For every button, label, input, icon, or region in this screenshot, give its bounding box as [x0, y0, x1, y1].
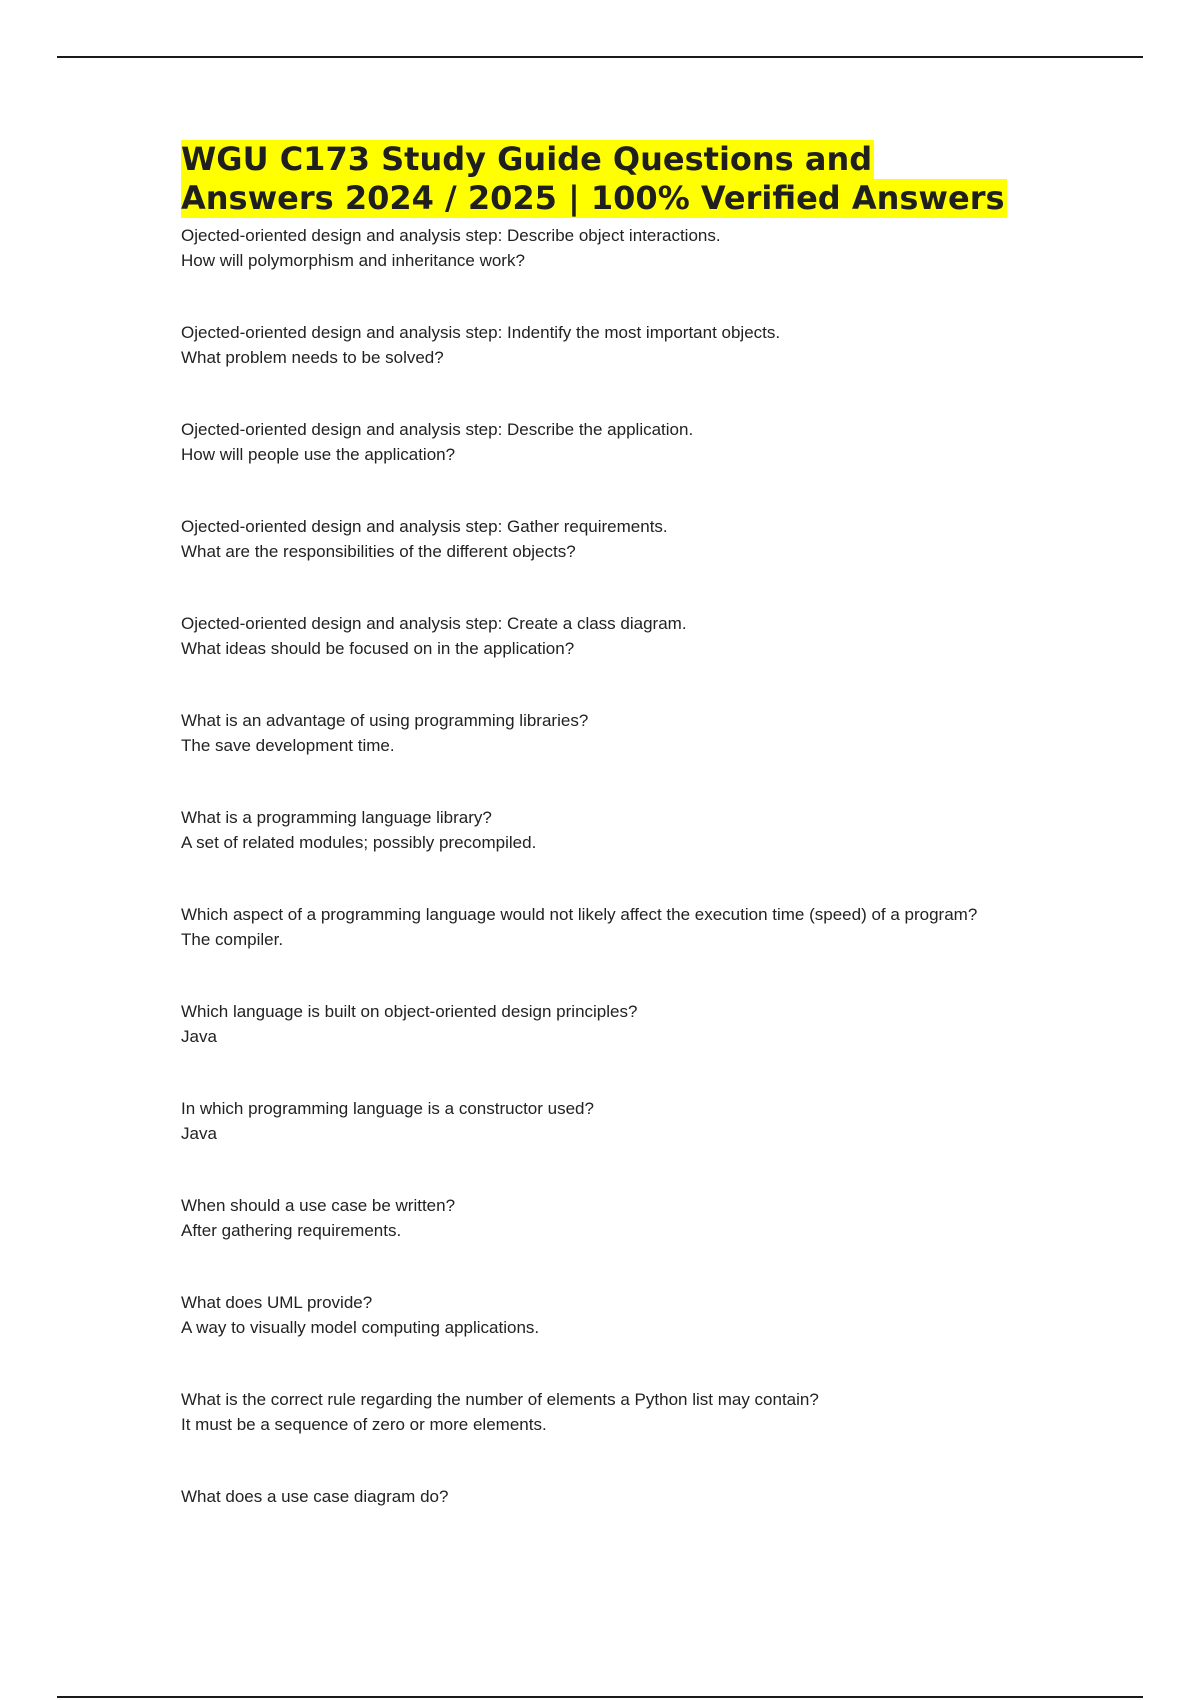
answer-text: Java — [181, 1026, 217, 1046]
question-text: Ojected-oriented design and analysis step: Indentify the most important objects. — [181, 323, 781, 342]
qa-item — [181, 1388, 1041, 1437]
question-text: Which aspect of a programming language would not likely affect the execution time (speed) of a program? — [181, 905, 978, 924]
document-body — [181, 140, 1041, 1558]
qa-item — [181, 1485, 1041, 1510]
title-line-1: WGU C173 Study Guide Questions and — [181, 140, 873, 178]
qa-item — [181, 515, 1041, 564]
answer-text: What ideas should be focused on in the application? — [181, 638, 575, 658]
question-text: When should a use case be written? — [181, 1196, 456, 1215]
question-text: What is the correct rule regarding the number of elements a Python list may contain? — [181, 1390, 819, 1409]
question-text: In which programming language is a constructor used? — [181, 1099, 594, 1118]
question-text: Which language is built on object-oriented design principles? — [181, 1002, 638, 1021]
qa-item — [181, 1000, 1041, 1049]
answer-text: What are the responsibilities of the different objects? — [181, 541, 576, 561]
question-text: What is an advantage of using programming libraries? — [181, 711, 589, 730]
qa-item — [181, 224, 1041, 273]
qa-item — [181, 418, 1041, 467]
qa-item — [181, 1097, 1041, 1146]
answer-text: After gathering requirements. — [181, 1220, 402, 1240]
question-text: Ojected-oriented design and analysis step: Describe object interactions. — [181, 226, 721, 245]
question-text: What is a programming language library? — [181, 808, 492, 827]
question-text: What does a use case diagram do? — [181, 1487, 449, 1506]
bottom-rule — [57, 1696, 1143, 1698]
answer-text: How will people use the application? — [181, 444, 456, 464]
top-rule — [57, 56, 1143, 58]
document-title — [181, 140, 1041, 218]
answer-text: A way to visually model computing applications. — [181, 1317, 540, 1337]
qa-item — [181, 1291, 1041, 1340]
question-text: What does UML provide? — [181, 1293, 373, 1312]
answer-text: How will polymorphism and inheritance work? — [181, 250, 525, 270]
title-line-2: Answers 2024 / 2025 | 100% Verified Answers — [181, 179, 1005, 217]
answer-text: What problem needs to be solved? — [181, 347, 444, 367]
question-text: Ojected-oriented design and analysis step: Gather requirements. — [181, 517, 668, 536]
qa-item — [181, 321, 1041, 370]
qa-item — [181, 806, 1041, 855]
answer-text: The save development time. — [181, 735, 395, 755]
question-text: Ojected-oriented design and analysis step: Create a class diagram. — [181, 614, 687, 633]
answer-text: A set of related modules; possibly precompiled. — [181, 832, 537, 852]
qa-item — [181, 709, 1041, 758]
qa-item — [181, 612, 1041, 661]
question-text: Ojected-oriented design and analysis step: Describe the application. — [181, 420, 694, 439]
qa-item — [181, 1194, 1041, 1243]
answer-text: The compiler. — [181, 929, 284, 949]
qa-item — [181, 903, 1041, 952]
answer-text: It must be a sequence of zero or more elements. — [181, 1414, 547, 1434]
answer-text: Java — [181, 1123, 217, 1143]
